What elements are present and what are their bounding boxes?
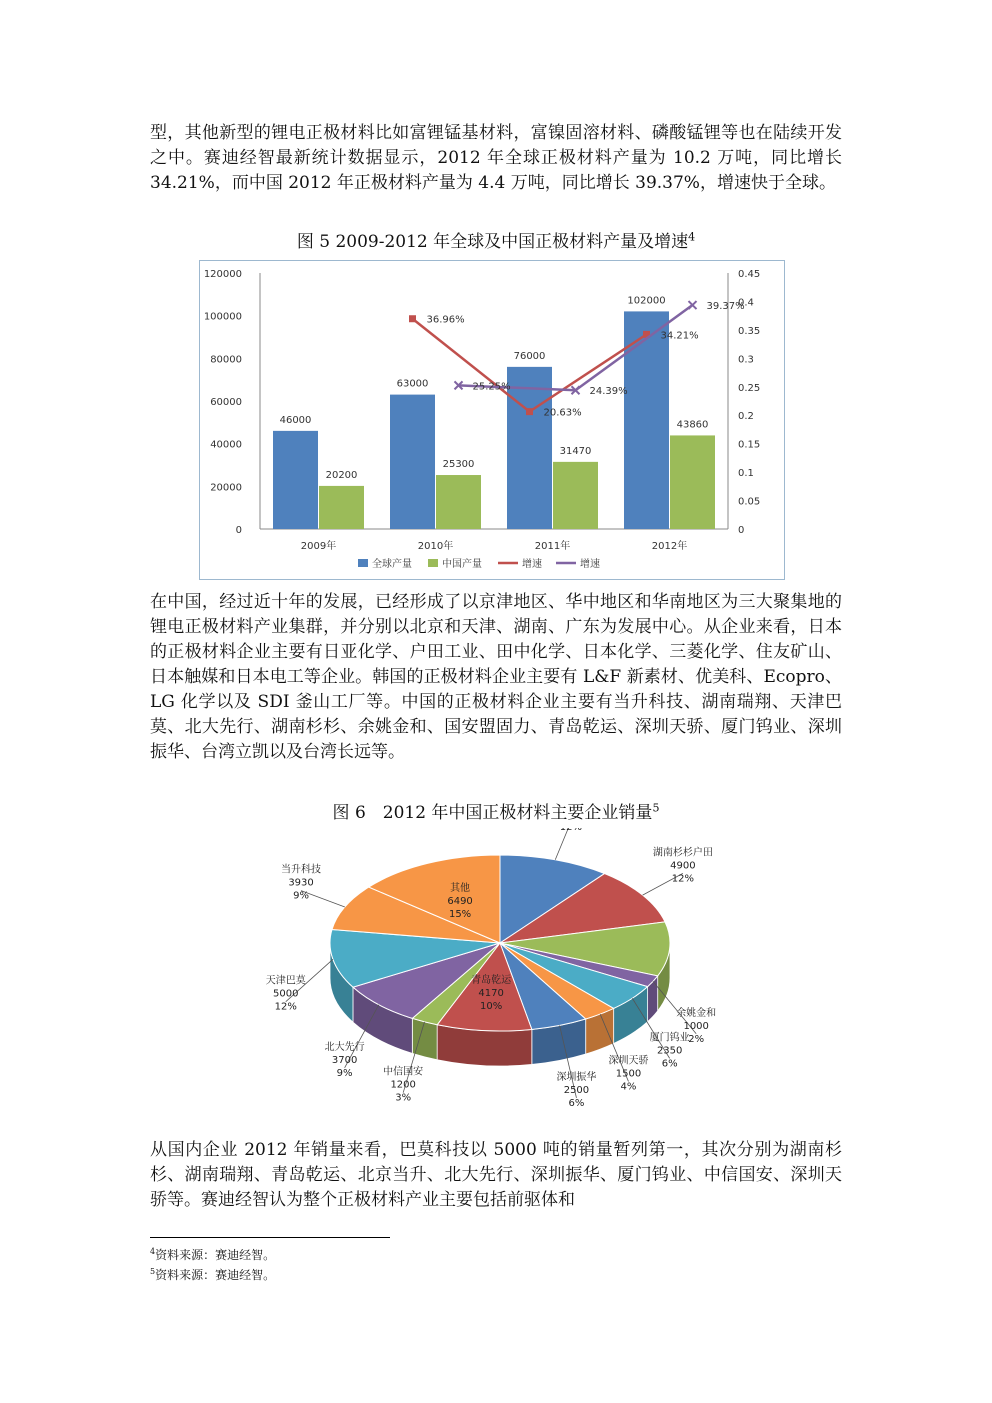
bar — [670, 435, 715, 529]
legend-label: 增速 — [580, 559, 600, 570]
pie-slice-label: 4170 — [478, 988, 504, 1000]
bar-value-label: 76000 — [513, 350, 546, 362]
legend-swatch — [358, 559, 368, 567]
pie-slice-label: 2500 — [563, 1084, 590, 1096]
line-marker — [409, 315, 416, 322]
bar-value-label: 43860 — [676, 419, 709, 431]
y-left-tick-label: 40000 — [210, 439, 242, 451]
y-right-tick-label: 0.15 — [738, 439, 761, 451]
pie-slice-label: 余姚金和 — [676, 1007, 717, 1019]
pie-slice-label: 6% — [661, 1058, 678, 1070]
pie-chart-svg — [240, 828, 760, 1128]
line-value-label: 34.21% — [660, 330, 699, 342]
bar-value-label: 63000 — [396, 378, 429, 390]
figure5-caption — [150, 227, 842, 252]
paragraph-top: 型，其他新型的锂电正极材料比如富锂锰基材料，富镍固溶材料、磷酸锰锂等也在陆续开发之中。赛迪经智最新统计数据显示，2012 年全球正极材料产量为 10.2 万吨，同比增长 34.21%，而中国 2012 年正极材料产量为 4.4 万吨，同比增长 39.37%，增速快于全球。 — [150, 123, 842, 193]
footnote-4 — [150, 1244, 275, 1263]
bar-value-label: 102000 — [627, 295, 666, 307]
pie-slice-label: 4900 — [670, 860, 696, 872]
y-right-tick-label: 0.05 — [738, 496, 761, 508]
bar — [319, 486, 364, 529]
pie-slice-label: 天津巴莫 — [265, 975, 306, 987]
legend-swatch — [428, 559, 438, 567]
legend-label: 中国产量 — [442, 559, 482, 570]
pie-slice-label: 15% — [448, 909, 472, 921]
bar — [507, 367, 552, 529]
pie-slice-label — [560, 828, 582, 833]
bar-value-label: 20200 — [325, 469, 358, 481]
pie-chart — [240, 828, 760, 1128]
y-right-tick-label: 0.45 — [738, 269, 761, 280]
y-right-tick-label: 0.25 — [738, 382, 761, 394]
line-value-label: 36.96% — [426, 314, 465, 326]
pie-slice-label: 12% — [274, 1001, 297, 1013]
bar-chart-svg — [200, 261, 784, 579]
footnote-5 — [150, 1264, 275, 1283]
pie-slice-label: 深圳振华 — [556, 1071, 597, 1083]
y-right-tick-label: 0.1 — [738, 468, 754, 480]
pie-slice-label: 5000 — [273, 988, 299, 1000]
line-marker — [689, 301, 697, 309]
y-right-tick-label: 0.4 — [738, 297, 754, 309]
pie-slice-label: 1200 — [390, 1079, 416, 1091]
x-tick-label: 2011年 — [534, 541, 571, 552]
pie-slice-label: 2% — [688, 1033, 705, 1045]
y-left-tick-label: 20000 — [210, 482, 242, 494]
bar — [553, 462, 598, 529]
y-left-tick-label: 0 — [235, 525, 242, 536]
line-value-label: 24.39% — [589, 386, 628, 398]
line-marker — [526, 408, 533, 415]
footnote-5-text: 资料来源：赛迪经智。 — [155, 1268, 276, 1282]
y-right-tick-label: 0.3 — [738, 354, 754, 366]
pie-slice-label: 湖南杉杉户田 — [652, 847, 713, 859]
pie-slice-label: 9% — [293, 890, 309, 902]
pie-slice-label: 其他 — [450, 883, 471, 895]
figure6-caption-text: 图 6 2012 年中国正极材料主要企业销量 — [332, 803, 653, 823]
y-left-tick-label: 100000 — [203, 311, 242, 323]
pie-slice-label: 3700 — [331, 1054, 358, 1066]
footnote-4-mark: 4 — [150, 1247, 156, 1256]
pie-slice-label: 厦门钨业 — [649, 1032, 690, 1044]
pie-slice-label: 6% — [568, 1097, 585, 1109]
pie-slice-label: 当升科技 — [281, 864, 322, 876]
x-tick-label: 2010年 — [417, 541, 454, 552]
bar-value-label: 25300 — [442, 459, 475, 471]
pie-slice-label: 4% — [620, 1081, 637, 1093]
y-right-tick-label: 0 — [738, 525, 745, 536]
pie-slice-label: 3% — [395, 1092, 412, 1104]
bar-chart — [199, 260, 785, 580]
y-right-tick-label: 0.2 — [738, 411, 754, 423]
bar — [390, 395, 435, 529]
footnote-rule — [150, 1237, 390, 1238]
paragraph-mid: 在中国，经过近十年的发展，已经形成了以京津地区、华中地区和华南地区为三大聚集地的锂电正极材料产业集群，并分别以北京和天津、湖南、广东为发展中心。从企业来看，日本的正极材料企业主要有日亚化学、户田工业、田中化学、日本化学、三菱化学、住友矿山、日本触媒和日本电工等企业。韩国的正极材料企业主要有 L&F 新素材、优美科、Ecopro、LG 化学以及 SDI 釜山工厂等。中国的正极材料企业主要有当升科技、湖南瑞翔、天津巴莫、北大先行、湖南杉杉、余姚金和、国安盟固力、青岛乾运、深圳天骄、厦门钨业、深圳振华、台湾立凯以及台湾长远等。 — [150, 592, 842, 762]
line-value-label: 39.37% — [706, 301, 745, 313]
legend-label: 全球产量 — [372, 559, 412, 570]
y-left-tick-label: 120000 — [203, 269, 242, 280]
bar — [273, 431, 318, 529]
pie-slice-label: 1500 — [615, 1068, 642, 1080]
pie-slice-label: 9% — [336, 1067, 353, 1079]
figure5-footnote-mark: 4 — [688, 230, 696, 244]
legend-label: 增速 — [522, 559, 542, 570]
bar-value-label: 46000 — [279, 414, 312, 426]
pie-slice-label: 3930 — [288, 877, 314, 889]
pie-slice-label: 北大先行 — [324, 1041, 365, 1053]
line-value-label: 20.63% — [543, 407, 582, 419]
pie-slice-label: 10% — [479, 1001, 503, 1013]
x-tick-label: 2009年 — [300, 541, 337, 552]
paragraph-bottom: 从国内企业 2012 年销量来看，巴莫科技以 5000 吨的销量暂列第一，其次分别为湖南杉杉、湖南瑞翔、青岛乾运、北京当升、北大先行、深圳振华、厦门钨业、中信国安、深圳天骄等。赛迪经智认为整个正极材料产业主要包括前驱体和 — [150, 1140, 842, 1210]
figure5-caption-text: 图 5 2009-2012 年全球及中国正极材料产量及增速 — [296, 232, 689, 252]
pie-slice-label: 1000 — [683, 1020, 709, 1032]
figure6-caption — [150, 798, 842, 823]
bar-value-label: 31470 — [559, 445, 592, 457]
bar — [436, 475, 481, 529]
y-left-tick-label: 80000 — [210, 354, 242, 366]
figure6-footnote-mark: 5 — [652, 801, 660, 815]
x-tick-label: 2012年 — [651, 541, 688, 552]
y-right-tick-label: 0.35 — [738, 325, 761, 337]
pie-slice-label: 深圳天骄 — [608, 1055, 649, 1067]
footnote-4-text: 资料来源：赛迪经智。 — [155, 1248, 276, 1262]
footnote-5-mark: 5 — [150, 1267, 156, 1276]
pie-slice-label: 青岛乾运 — [471, 975, 512, 987]
pie-slice-label: 中信国安 — [383, 1066, 424, 1078]
pie-slice-side — [412, 1018, 437, 1059]
pie-slice-label: 2350 — [656, 1045, 683, 1057]
line-value-label: 25.25% — [472, 381, 511, 393]
pie-slice-label: 12% — [671, 873, 695, 885]
pie-slice-label: 6490 — [447, 896, 473, 908]
y-left-tick-label: 60000 — [210, 397, 242, 408]
